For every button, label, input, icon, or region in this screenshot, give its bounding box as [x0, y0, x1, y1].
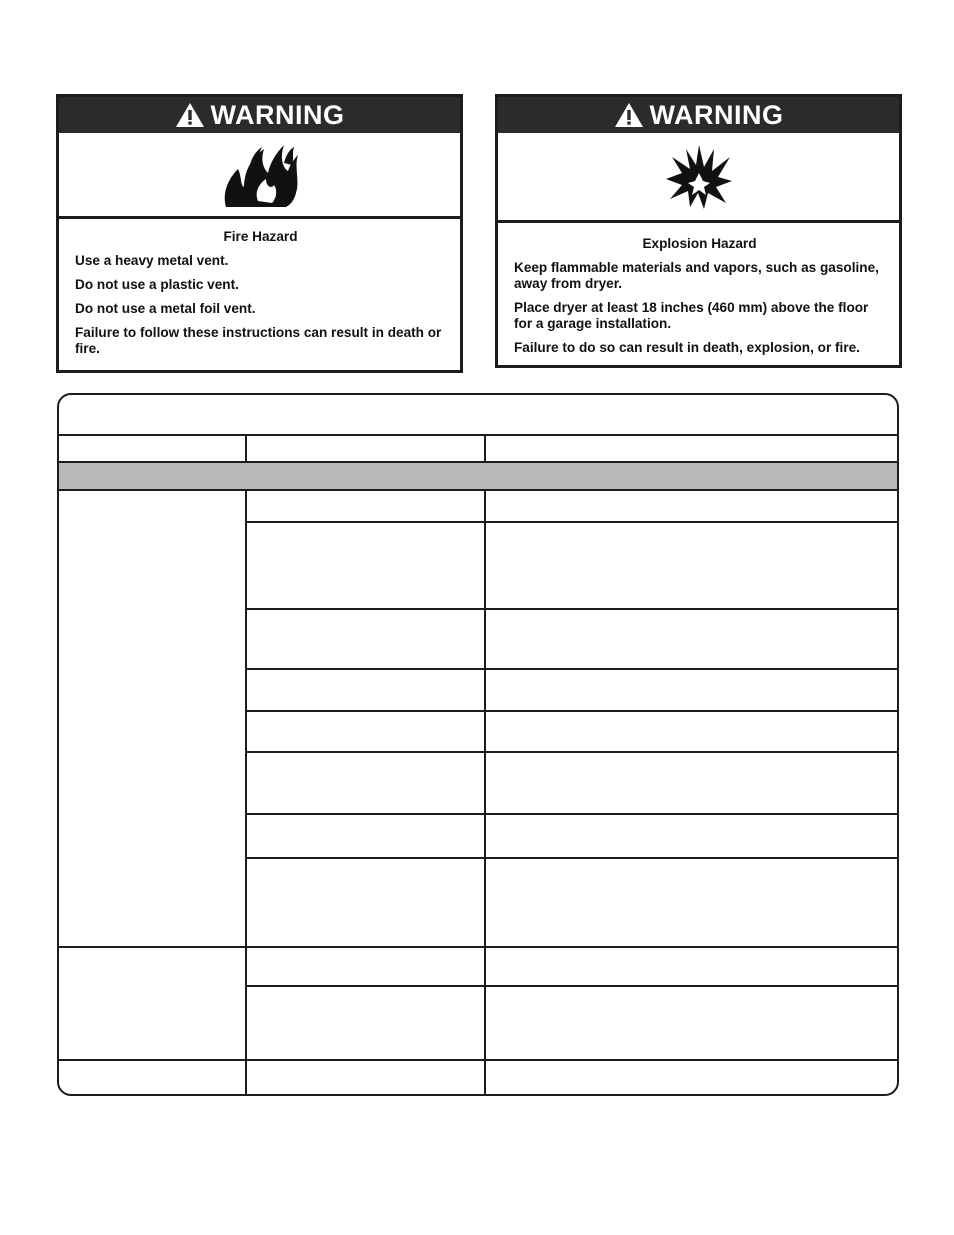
- row-rule: [59, 946, 897, 948]
- fire-icon: [220, 141, 300, 209]
- warning-pictogram: [498, 133, 899, 223]
- warning-header: [498, 97, 899, 133]
- explosion-icon: [664, 143, 734, 211]
- warning-title: WARNING: [649, 99, 784, 130]
- warning-line: Do not use a metal foil vent.: [75, 301, 256, 316]
- row-rule: [59, 461, 897, 463]
- column-rule: [245, 434, 247, 463]
- column-rule: [484, 434, 486, 463]
- section-band: [59, 463, 897, 489]
- column-rule: [484, 489, 486, 1094]
- warning-line: Failure to do so can result in death, explosion, or fire.: [514, 340, 860, 355]
- warning-line: Failure to follow these instructions can result in death or fire.: [75, 325, 442, 356]
- row-rule: [245, 710, 897, 712]
- explosion-hazard-warning: [495, 94, 902, 368]
- hazard-title: Explosion Hazard: [642, 236, 757, 251]
- column-rule: [245, 489, 247, 1094]
- row-rule: [245, 608, 897, 610]
- row-rule: [245, 521, 897, 523]
- hazard-title: Fire Hazard: [223, 229, 298, 244]
- warning-body: [59, 219, 460, 357]
- row-rule: [245, 813, 897, 815]
- table-header-rule: [59, 434, 897, 436]
- troubleshooting-table: [57, 393, 899, 1096]
- warning-line: Use a heavy metal vent.: [75, 253, 229, 268]
- alert-triangle-icon: [175, 102, 205, 128]
- alert-triangle-icon: [614, 102, 644, 128]
- warning-line: Do not use a plastic vent.: [75, 277, 239, 292]
- warning-line: Keep flammable materials and vapors, such as gasoline, away from dryer.: [514, 260, 879, 291]
- warning-header: [59, 97, 460, 133]
- fire-hazard-warning: [56, 94, 463, 373]
- warning-body: [498, 223, 899, 356]
- row-rule: [245, 751, 897, 753]
- row-rule: [59, 489, 897, 491]
- warning-line: Place dryer at least 18 inches (460 mm) above the floor for a garage installation.: [514, 300, 869, 331]
- row-rule: [59, 1059, 897, 1061]
- row-rule: [245, 668, 897, 670]
- warning-title: WARNING: [210, 99, 345, 130]
- warning-pictogram: [59, 133, 460, 219]
- row-rule: [245, 985, 897, 987]
- row-rule: [245, 857, 897, 859]
